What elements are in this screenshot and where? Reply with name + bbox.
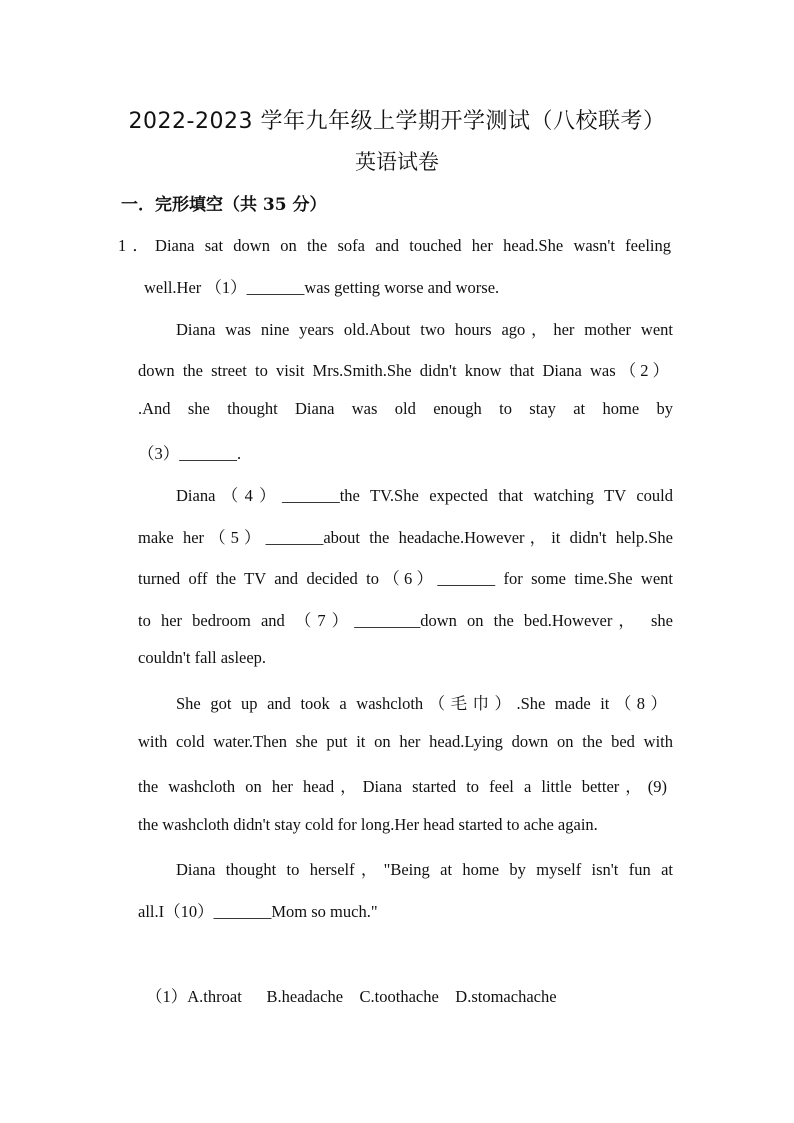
- section-heading: 一．完形填空（共 35 分）: [121, 195, 327, 215]
- passage-line: couldn't fall asleep.: [138, 648, 267, 667]
- passage-line: to her bedroom and （7）________down on the bed.However， she: [138, 611, 673, 630]
- passage-line: the washcloth didn't stay cold for long.Her head started to ache again.: [138, 815, 598, 834]
- passage-line: 1．Diana sat down on the sofa and touched her head.She wasn't feeling: [118, 236, 671, 255]
- passage-line: well.Her （1）_______was getting worse and worse.: [144, 278, 500, 297]
- passage-line: all.I（10）_______Mom so much.": [138, 902, 378, 921]
- passage-line: down the street to visit Mrs.Smith.She didn't know that Diana was（2）: [138, 361, 669, 380]
- passage-line: Diana was nine years old.About two hours ago，her mother went: [176, 320, 673, 339]
- passage-line: Diana thought to herself，"Being at home by myself isn't fun at: [176, 860, 673, 879]
- exam-title: 2022-2023 学年九年级上学期开学测试（八校联考）: [128, 109, 666, 134]
- passage-line: （3）_______.: [138, 444, 242, 463]
- exam-subtitle: 英语试卷: [355, 150, 439, 174]
- passage-line: Diana（4）_______the TV.She expected that watching TV could: [176, 486, 673, 505]
- passage-line: with cold water.Then she put it on her head.Lying down on the bed with: [138, 732, 673, 751]
- question-1-options: （1）A.throat B.headache C.toothache D.stomachache: [146, 987, 557, 1006]
- passage-line: make her（5）_______about the headache.However，it didn't help.She: [138, 528, 673, 547]
- passage-line: turned off the TV and decided to（6）_______ for some time.She went: [138, 569, 673, 588]
- passage-line: .And she thought Diana was old enough to stay at home by: [138, 399, 673, 418]
- passage-line: She got up and took a washcloth（毛巾）.She made it（8）: [176, 694, 667, 713]
- passage-line: the washcloth on her head，Diana started to feel a little better，(9): [138, 777, 667, 796]
